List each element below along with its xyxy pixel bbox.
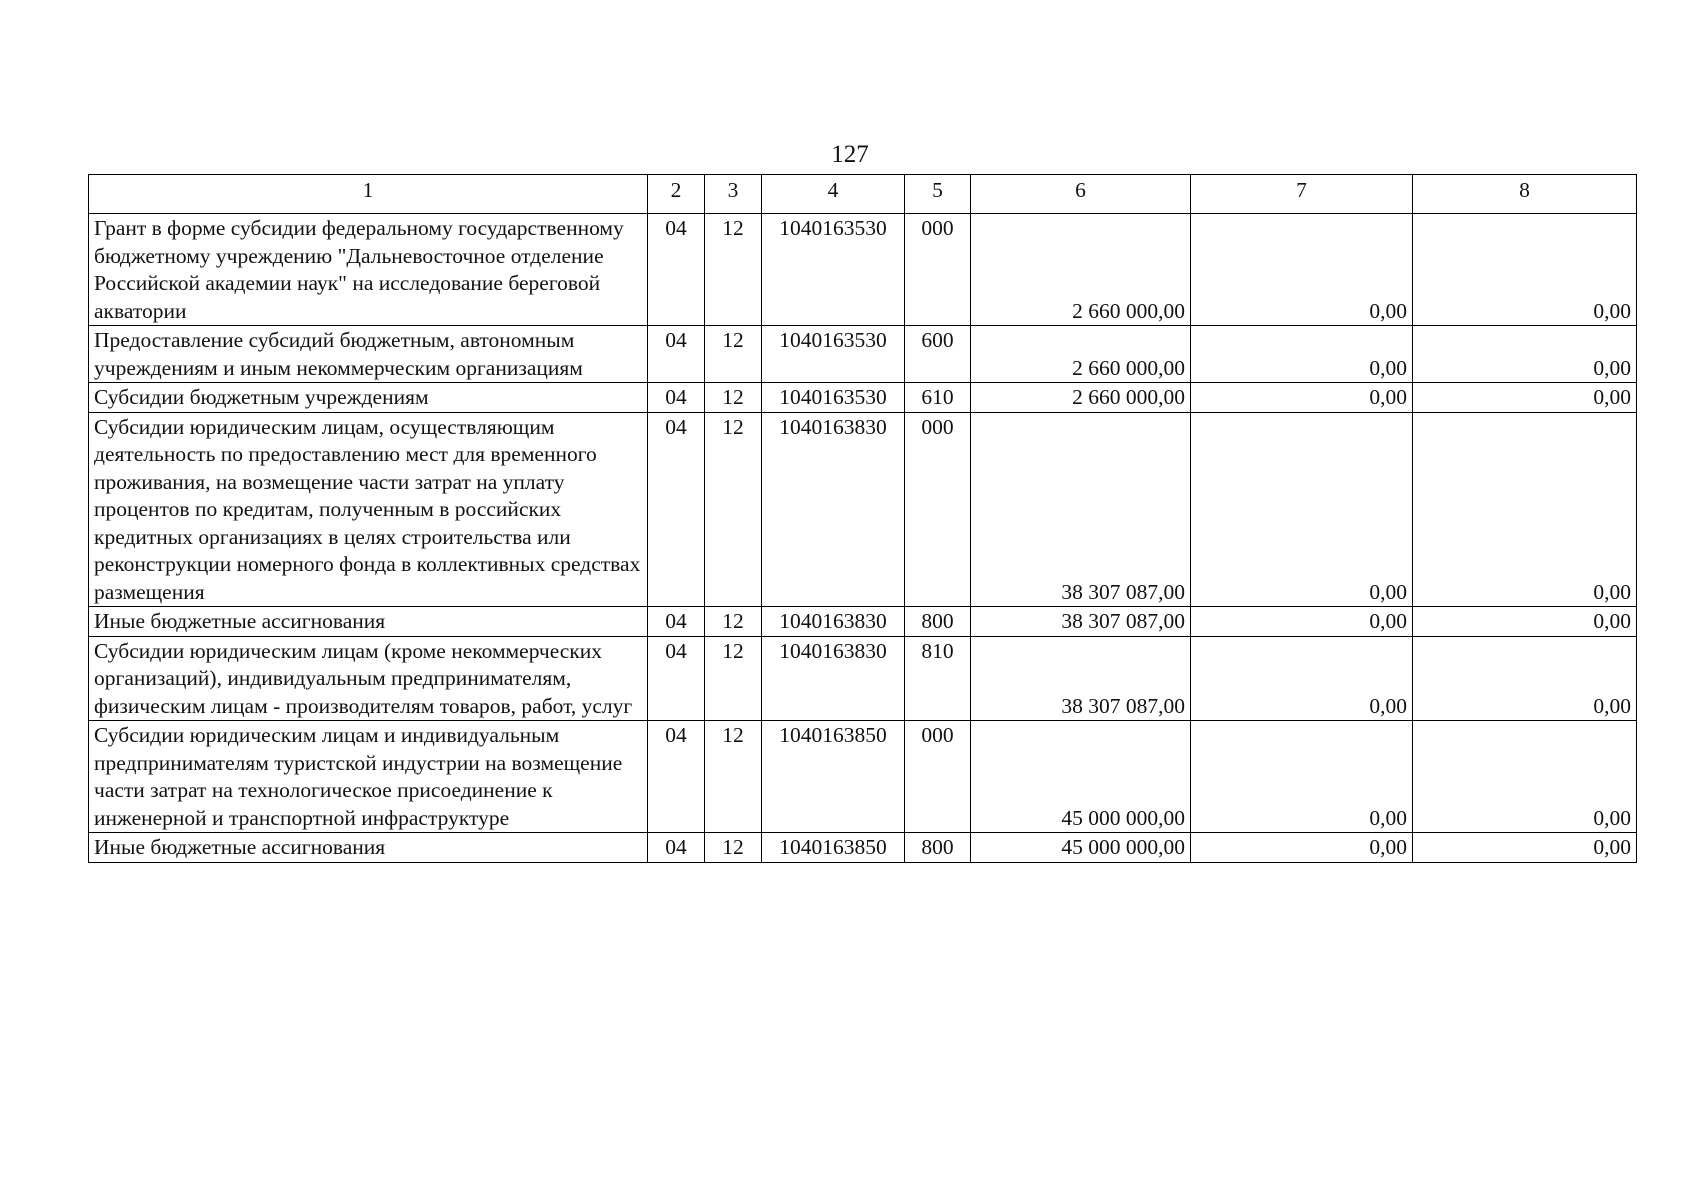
subsection-code-cell: 12 <box>705 607 762 637</box>
target-article-cell: 1040163530 <box>762 326 905 383</box>
row-name-cell: Предоставление субсидий бюджетным, автономным учреждениям и иным некоммерческим организациям <box>89 326 648 383</box>
subsection-code-cell: 12 <box>705 721 762 833</box>
expense-type-cell: 800 <box>905 833 971 863</box>
subsection-code-cell: 12 <box>705 833 762 863</box>
amount-col8-cell: 0,00 <box>1413 412 1637 607</box>
section-code-cell: 04 <box>648 326 705 383</box>
target-article-cell: 1040163850 <box>762 833 905 863</box>
amount-col6-cell: 38 307 087,00 <box>971 607 1191 637</box>
column-header: 2 <box>648 175 705 214</box>
amount-col6-cell: 45 000 000,00 <box>971 833 1191 863</box>
amount-col8-cell: 0,00 <box>1413 326 1637 383</box>
row-name-cell: Иные бюджетные ассигнования <box>89 607 648 637</box>
column-header: 3 <box>705 175 762 214</box>
subsection-code-cell: 12 <box>705 214 762 326</box>
column-header: 4 <box>762 175 905 214</box>
table-row <box>89 833 1637 863</box>
table-row <box>89 326 1637 383</box>
amount-col6-cell: 45 000 000,00 <box>971 721 1191 833</box>
section-code-cell: 04 <box>648 412 705 607</box>
column-header: 8 <box>1413 175 1637 214</box>
expense-type-cell: 000 <box>905 412 971 607</box>
table-header-row <box>89 175 1637 214</box>
amount-col7-cell: 0,00 <box>1191 721 1413 833</box>
target-article-cell: 1040163530 <box>762 383 905 413</box>
table-row <box>89 636 1637 721</box>
row-name-cell: Субсидии юридическим лицам (кроме некоммерческих организаций), индивидуальным предпринимателям, физическим лицам - производителям товаров, работ, услуг <box>89 636 648 721</box>
target-article-cell: 1040163830 <box>762 636 905 721</box>
amount-col7-cell: 0,00 <box>1191 607 1413 637</box>
row-name-cell: Грант в форме субсидии федеральному государственному бюджетному учреждению "Дальневосточное отделение Российской академии наук" на исследование береговой акватории <box>89 214 648 326</box>
section-code-cell: 04 <box>648 636 705 721</box>
amount-col8-cell: 0,00 <box>1413 833 1637 863</box>
row-name-cell: Субсидии юридическим лицам, осуществляющим деятельность по предоставлению мест для временного проживания, на возмещение части затрат на уплату процентов по кредитам, полученным в российских кредитных организациях в целях строительства или реконструкции номерного фонда в коллективных средствах размещения <box>89 412 648 607</box>
target-article-cell: 1040163830 <box>762 412 905 607</box>
subsection-code-cell: 12 <box>705 383 762 413</box>
table-row <box>89 607 1637 637</box>
target-article-cell: 1040163830 <box>762 607 905 637</box>
row-name-cell: Субсидии бюджетным учреждениям <box>89 383 648 413</box>
table-row <box>89 412 1637 607</box>
table-row <box>89 214 1637 326</box>
column-header: 7 <box>1191 175 1413 214</box>
subsection-code-cell: 12 <box>705 636 762 721</box>
amount-col7-cell: 0,00 <box>1191 214 1413 326</box>
row-name-cell: Иные бюджетные ассигнования <box>89 833 648 863</box>
page-number: 127 <box>831 141 869 168</box>
expense-type-cell: 600 <box>905 326 971 383</box>
section-code-cell: 04 <box>648 721 705 833</box>
amount-col7-cell: 0,00 <box>1191 412 1413 607</box>
amount-col8-cell: 0,00 <box>1413 383 1637 413</box>
column-header: 6 <box>971 175 1191 214</box>
table-row <box>89 721 1637 833</box>
subsection-code-cell: 12 <box>705 326 762 383</box>
amount-col7-cell: 0,00 <box>1191 326 1413 383</box>
expense-type-cell: 800 <box>905 607 971 637</box>
expense-type-cell: 000 <box>905 721 971 833</box>
section-code-cell: 04 <box>648 383 705 413</box>
amount-col7-cell: 0,00 <box>1191 833 1413 863</box>
amount-col8-cell: 0,00 <box>1413 636 1637 721</box>
amount-col7-cell: 0,00 <box>1191 383 1413 413</box>
amount-col8-cell: 0,00 <box>1413 607 1637 637</box>
target-article-cell: 1040163530 <box>762 214 905 326</box>
section-code-cell: 04 <box>648 833 705 863</box>
expense-type-cell: 810 <box>905 636 971 721</box>
target-article-cell: 1040163850 <box>762 721 905 833</box>
amount-col6-cell: 2 660 000,00 <box>971 326 1191 383</box>
row-name-cell: Субсидии юридическим лицам и индивидуальным предпринимателям туристской индустрии на возмещение части затрат на технологическое присоединение к инженерной и транспортной инфраструктуре <box>89 721 648 833</box>
amount-col8-cell: 0,00 <box>1413 214 1637 326</box>
amount-col6-cell: 2 660 000,00 <box>971 383 1191 413</box>
amount-col8-cell: 0,00 <box>1413 721 1637 833</box>
subsection-code-cell: 12 <box>705 412 762 607</box>
expense-type-cell: 000 <box>905 214 971 326</box>
table-row <box>89 383 1637 413</box>
column-header: 5 <box>905 175 971 214</box>
expense-type-cell: 610 <box>905 383 971 413</box>
amount-col7-cell: 0,00 <box>1191 636 1413 721</box>
amount-col6-cell: 2 660 000,00 <box>971 214 1191 326</box>
amount-col6-cell: 38 307 087,00 <box>971 412 1191 607</box>
section-code-cell: 04 <box>648 214 705 326</box>
section-code-cell: 04 <box>648 607 705 637</box>
amount-col6-cell: 38 307 087,00 <box>971 636 1191 721</box>
budget-table <box>88 174 1637 863</box>
column-header: 1 <box>89 175 648 214</box>
